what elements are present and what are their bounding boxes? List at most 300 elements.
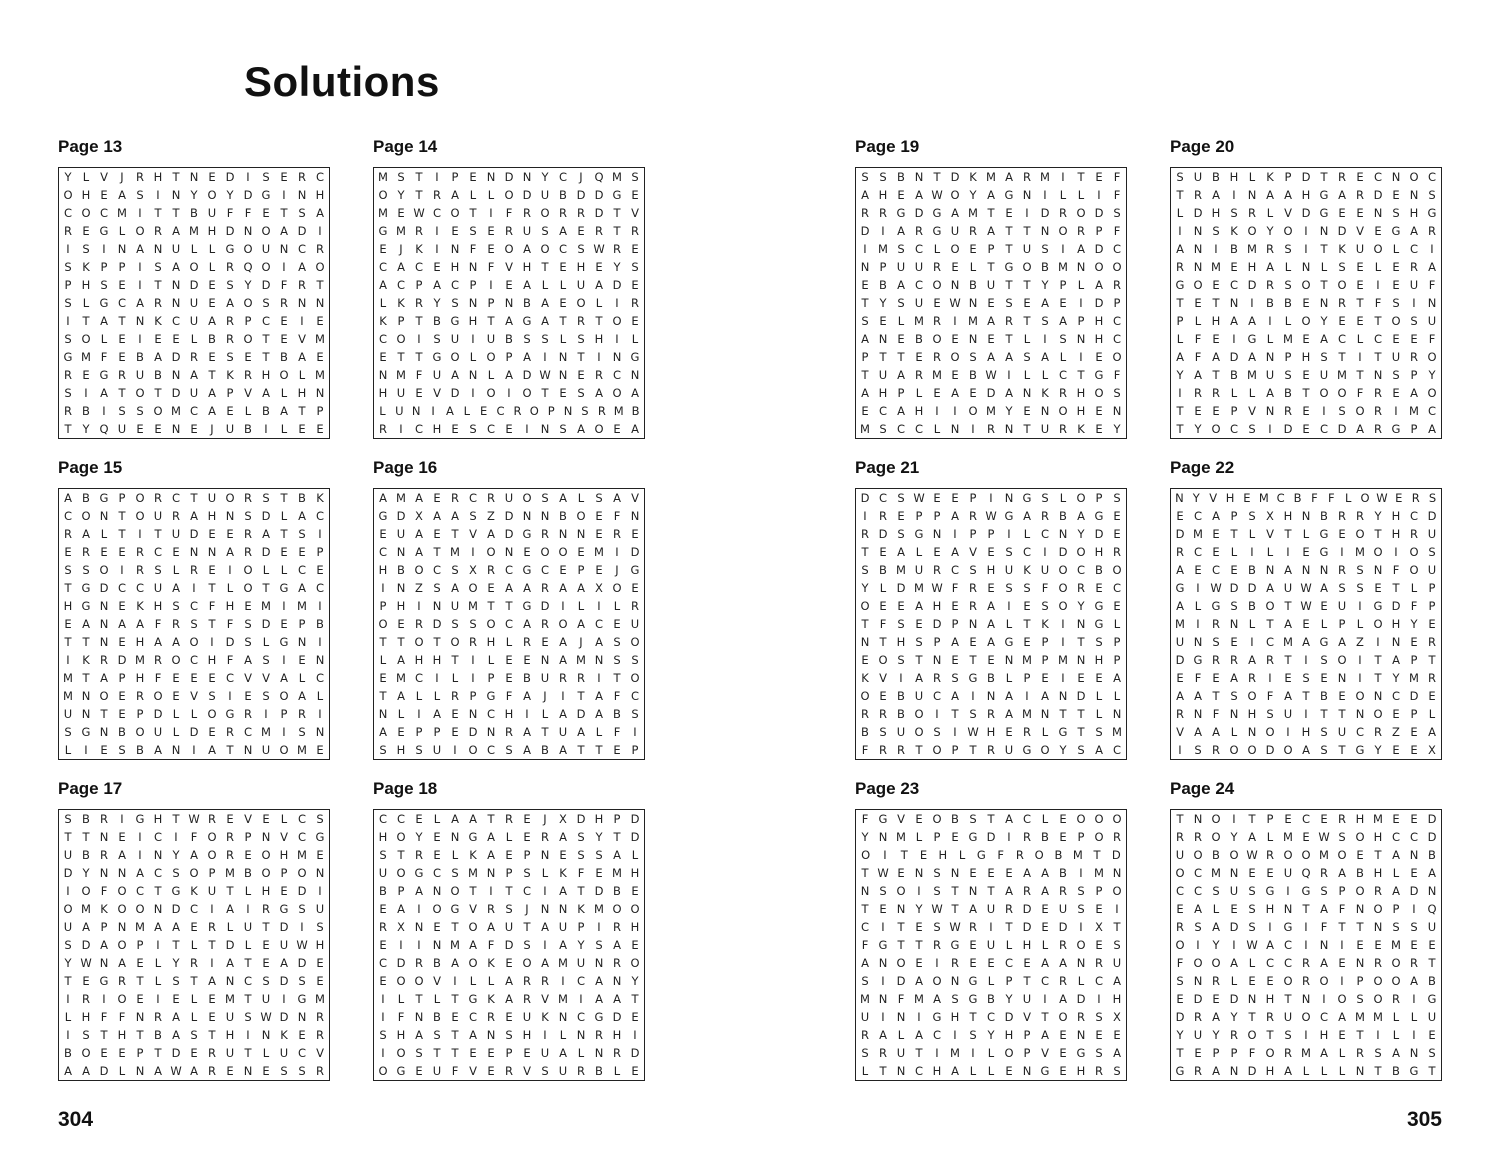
grid-letter: O xyxy=(1040,743,1050,757)
grid-letter: C xyxy=(297,563,307,577)
grid-letter: T xyxy=(1338,350,1346,364)
grid-letter: I xyxy=(971,689,975,703)
grid-letter: O xyxy=(630,671,640,685)
grid-letter: S xyxy=(82,242,90,256)
grid-letter: F xyxy=(1428,332,1436,346)
grid-letter: N xyxy=(932,527,942,541)
grid-letter: P xyxy=(933,830,941,844)
grid-letter: P xyxy=(1113,653,1121,667)
grid-letter: E xyxy=(559,386,567,400)
grid-letter: U xyxy=(63,920,73,934)
grid-letter: A xyxy=(298,689,306,703)
grid-letter: R xyxy=(226,725,234,739)
grid-letter: M xyxy=(315,368,325,382)
grid-letter: N xyxy=(630,509,640,523)
grid-letter: K xyxy=(1041,386,1049,400)
grid-letter: H xyxy=(450,260,460,274)
grid-letter: R xyxy=(1059,422,1067,436)
grid-letter: I xyxy=(1214,242,1218,256)
grid-letter: N xyxy=(594,1046,604,1060)
grid-letter: P xyxy=(226,386,234,400)
grid-letter: T xyxy=(136,974,144,988)
grid-letter: B xyxy=(298,491,306,505)
grid-letter: E xyxy=(897,866,905,880)
grid-letter: V xyxy=(1209,491,1218,505)
grid-letter: O xyxy=(396,830,406,844)
grid-letter: R xyxy=(1266,848,1274,862)
grid-letter: I xyxy=(953,725,957,739)
grid-letter: P xyxy=(1041,653,1049,667)
grid-letter: C xyxy=(63,206,73,220)
grid-letter: U xyxy=(1283,707,1293,721)
grid-letter: N xyxy=(486,1028,496,1042)
grid-letter: O xyxy=(207,848,217,862)
grid-letter: U xyxy=(1193,1028,1203,1042)
grid-letter: U xyxy=(576,278,586,292)
grid-letter: K xyxy=(82,653,90,667)
grid-letter: P xyxy=(1005,974,1013,988)
grid-letter: D xyxy=(1022,920,1032,934)
grid-letter: O xyxy=(486,545,496,559)
grid-letter: P xyxy=(487,296,495,310)
grid-letter: C xyxy=(1094,974,1104,988)
grid-letter: I xyxy=(120,563,124,577)
grid-letter: P xyxy=(487,671,495,685)
grid-letter: C xyxy=(1112,314,1122,328)
grid-letter: A xyxy=(298,509,306,523)
grid-letter: H xyxy=(1076,404,1086,418)
grid-letter: D xyxy=(932,617,942,631)
grid-letter: G xyxy=(1175,278,1185,292)
grid-letter: B xyxy=(433,314,441,328)
grid-letter: I xyxy=(597,920,601,934)
grid-letter: E xyxy=(1410,812,1418,826)
grid-letter: E xyxy=(505,671,513,685)
grid-letter: K xyxy=(861,671,869,685)
grid-letter: N xyxy=(1193,260,1203,274)
grid-letter: O xyxy=(1337,848,1347,862)
grid-letter: N xyxy=(1112,866,1122,880)
grid-letter: O xyxy=(932,743,942,757)
grid-letter: N xyxy=(117,866,127,880)
grid-letter: R xyxy=(1248,206,1256,220)
grid-letter: S xyxy=(1284,278,1292,292)
grid-letter: U xyxy=(630,617,640,631)
grid-letter: V xyxy=(631,206,639,220)
grid-letter: Y xyxy=(1266,224,1274,238)
grid-letter: R xyxy=(1023,170,1031,184)
grid-letter: C xyxy=(1337,332,1347,346)
grid-letter: H xyxy=(878,188,888,202)
grid-letter: T xyxy=(559,314,567,328)
grid-letter: T xyxy=(861,296,869,310)
grid-letter: S xyxy=(379,1028,387,1042)
grid-letter: H xyxy=(576,260,586,274)
grid-letter: I xyxy=(453,974,457,988)
grid-letter: A xyxy=(451,509,459,523)
grid-letter: S xyxy=(523,866,531,880)
grid-letter: S xyxy=(631,170,639,184)
grid-letter: L xyxy=(280,509,288,523)
grid-letter: T xyxy=(244,1046,252,1060)
grid-letter: A xyxy=(1077,509,1085,523)
grid-letter: T xyxy=(280,527,288,541)
grid-letter: O xyxy=(468,956,478,970)
grid-letter: H xyxy=(1076,386,1086,400)
grid-letter: S xyxy=(298,1064,306,1078)
grid-letter: G xyxy=(99,491,109,505)
grid-letter: R xyxy=(541,830,549,844)
grid-letter: A xyxy=(433,707,441,721)
grid-letter: M xyxy=(1301,1046,1311,1060)
grid-letter: R xyxy=(1356,188,1364,202)
grid-letter: W xyxy=(985,509,997,523)
grid-letter: F xyxy=(415,368,423,382)
grid-letter: I xyxy=(489,278,493,292)
grid-letter: E xyxy=(897,509,905,523)
grid-letter: G xyxy=(279,635,289,649)
grid-letter: P xyxy=(1077,830,1085,844)
grid-letter: F xyxy=(487,938,495,952)
grid-letter: S xyxy=(861,974,869,988)
grid-letter: C xyxy=(1283,938,1293,952)
grid-letter: E xyxy=(1392,707,1400,721)
grid-letter: T xyxy=(82,830,90,844)
grid-letter: O xyxy=(540,242,550,256)
grid-letter: A xyxy=(1356,422,1364,436)
grid-letter: R xyxy=(154,1010,162,1024)
grid-letter: E xyxy=(208,725,216,739)
grid-letter: E xyxy=(451,1010,459,1024)
grid-letter: O xyxy=(1076,938,1086,952)
grid-letter: N xyxy=(968,617,978,631)
grid-letter: E xyxy=(1374,938,1382,952)
grid-letter: A xyxy=(1266,938,1274,952)
grid-letter: A xyxy=(1392,848,1400,862)
grid-letter: C xyxy=(540,563,550,577)
grid-letter: E xyxy=(915,617,923,631)
grid-letter: F xyxy=(1194,350,1202,364)
letter-grid xyxy=(58,809,330,1081)
grid-letter: N xyxy=(297,1010,307,1024)
grid-letter: N xyxy=(81,689,91,703)
grid-letter: R xyxy=(613,956,621,970)
grid-letter: N xyxy=(612,350,622,364)
grid-letter: Y xyxy=(987,1028,995,1042)
grid-letter: A xyxy=(64,1064,72,1078)
grid-letter: J xyxy=(399,242,403,256)
grid-letter: U xyxy=(914,260,924,274)
grid-letter: P xyxy=(1284,170,1292,184)
grid-letter: F xyxy=(487,260,495,274)
grid-letter: R xyxy=(915,224,923,238)
grid-letter: G xyxy=(1247,332,1257,346)
grid-letter: O xyxy=(896,884,906,898)
grid-letter: E xyxy=(631,242,639,256)
grid-letter: T xyxy=(154,206,162,220)
grid-letter: U xyxy=(1229,884,1239,898)
grid-letter: E xyxy=(1005,206,1013,220)
grid-letter: F xyxy=(1392,563,1400,577)
grid-letter: E xyxy=(1212,527,1220,541)
grid-letter: Y xyxy=(861,581,869,595)
grid-letter: A xyxy=(951,509,959,523)
grid-letter: O xyxy=(1355,830,1365,844)
grid-letter: I xyxy=(318,635,322,649)
grid-letter: M xyxy=(613,404,624,418)
grid-letter: E xyxy=(969,866,977,880)
grid-letter: C xyxy=(432,866,442,880)
grid-letter: T xyxy=(915,1046,923,1060)
grid-letter: L xyxy=(861,1064,869,1078)
grid-letter: O xyxy=(486,350,496,364)
grid-letter: B xyxy=(1428,974,1436,988)
grid-letter: T xyxy=(415,170,423,184)
grid-letter: T xyxy=(262,350,270,364)
grid-letter: P xyxy=(379,599,387,613)
grid-letter: N xyxy=(315,653,325,667)
grid-letter: A xyxy=(1194,368,1202,382)
grid-letter: Y xyxy=(415,830,423,844)
grid-letter: B xyxy=(897,689,905,703)
grid-letter: Y xyxy=(190,188,198,202)
grid-letter: A xyxy=(82,617,90,631)
grid-letter: A xyxy=(397,260,405,274)
grid-letter: T xyxy=(1023,314,1031,328)
grid-letter: D xyxy=(1094,296,1104,310)
grid-letter: I xyxy=(597,599,601,613)
grid-letter: L xyxy=(915,545,923,559)
grid-letter: G xyxy=(99,296,109,310)
grid-letter: A xyxy=(415,527,423,541)
grid-letter: R xyxy=(208,920,216,934)
grid-letter: U xyxy=(396,386,406,400)
grid-letter: H xyxy=(986,725,996,739)
grid-letter: G xyxy=(522,599,532,613)
grid-letter: N xyxy=(504,296,514,310)
grid-letter: E xyxy=(172,992,180,1006)
grid-letter: I xyxy=(1043,545,1047,559)
grid-letter: L xyxy=(1005,617,1013,631)
grid-letter: F xyxy=(1194,332,1202,346)
grid-letter: V xyxy=(433,974,441,988)
grid-letter: F xyxy=(897,992,905,1006)
grid-letter: A xyxy=(136,296,144,310)
grid-letter: R xyxy=(969,509,977,523)
grid-letter: A xyxy=(1212,509,1220,523)
grid-letter: A xyxy=(987,314,995,328)
grid-letter: H xyxy=(153,170,163,184)
grid-letter: E xyxy=(861,278,869,292)
grid-letter: F xyxy=(1176,956,1184,970)
grid-letter: F xyxy=(1248,1046,1256,1060)
grid-letter: T xyxy=(1248,812,1256,826)
grid-letter: L xyxy=(613,1064,621,1078)
grid-letter: H xyxy=(986,563,996,577)
grid-letter: U xyxy=(558,725,568,739)
grid-letter: N xyxy=(563,404,573,418)
grid-letter: O xyxy=(243,332,253,346)
grid-letter: W xyxy=(931,902,943,916)
grid-letter: O xyxy=(1247,689,1257,703)
grid-letter: L xyxy=(280,812,288,826)
grid-letter: B xyxy=(280,350,288,364)
grid-letter: U xyxy=(914,296,924,310)
grid-letter: E xyxy=(523,812,531,826)
grid-letter: A xyxy=(1338,188,1346,202)
grid-letter: E xyxy=(559,848,567,862)
grid-letter: M xyxy=(1058,260,1068,274)
grid-letter: H xyxy=(378,830,388,844)
grid-letter: R xyxy=(1095,1064,1103,1078)
grid-letter: F xyxy=(190,830,198,844)
grid-letter: I xyxy=(935,707,939,721)
grid-letter: E xyxy=(433,260,441,274)
grid-letter: S xyxy=(118,404,126,418)
grid-letter: B xyxy=(861,725,869,739)
grid-letter: G xyxy=(896,206,906,220)
grid-letter: D xyxy=(1175,653,1185,667)
grid-letter: C xyxy=(1193,545,1203,559)
grid-letter: E xyxy=(1392,386,1400,400)
grid-letter: A xyxy=(541,314,549,328)
grid-letter: I xyxy=(935,404,939,418)
grid-letter: I xyxy=(1250,635,1254,649)
grid-letter: E xyxy=(1023,635,1031,649)
grid-letter: G xyxy=(99,368,109,382)
grid-letter: I xyxy=(264,707,268,721)
grid-letter: T xyxy=(1005,920,1013,934)
grid-letter: R xyxy=(1302,956,1310,970)
grid-letter: N xyxy=(1247,188,1257,202)
grid-letter: H xyxy=(315,938,325,952)
grid-letter: D xyxy=(189,527,199,541)
grid-letter: Y xyxy=(82,422,90,436)
grid-letter: L xyxy=(541,278,549,292)
grid-letter: H xyxy=(630,866,640,880)
grid-letter: W xyxy=(188,812,200,826)
grid-letter: I xyxy=(525,707,529,721)
grid-letter: O xyxy=(396,866,406,880)
grid-letter: A xyxy=(1041,866,1049,880)
grid-letter: R xyxy=(226,848,234,862)
grid-letter: S xyxy=(226,278,234,292)
grid-letter: P xyxy=(577,563,585,577)
grid-letter: L xyxy=(487,188,495,202)
grid-letter: A xyxy=(1248,314,1256,328)
grid-letter: L xyxy=(1266,206,1274,220)
grid-letter: M xyxy=(896,563,906,577)
grid-letter: P xyxy=(451,170,459,184)
grid-letter: U xyxy=(1337,725,1347,739)
grid-letter: S xyxy=(262,491,270,505)
grid-letter: B xyxy=(379,884,387,898)
grid-letter: B xyxy=(1230,368,1238,382)
grid-letter: E xyxy=(1059,812,1067,826)
grid-letter: T xyxy=(897,920,905,934)
grid-letter: T xyxy=(262,332,270,346)
grid-letter: N xyxy=(1076,1028,1086,1042)
grid-letter: H xyxy=(63,599,73,613)
grid-letter: I xyxy=(138,848,142,862)
grid-letter: N xyxy=(468,260,478,274)
grid-letter: R xyxy=(1392,992,1400,1006)
grid-letter: U xyxy=(261,242,271,256)
grid-letter: T xyxy=(208,368,216,382)
grid-letter: I xyxy=(102,404,106,418)
grid-letter: E xyxy=(172,332,180,346)
grid-letter: D xyxy=(1391,599,1401,613)
grid-letter: I xyxy=(883,848,887,862)
grid-letter: B xyxy=(1212,170,1220,184)
grid-letter: L xyxy=(1059,188,1067,202)
grid-letter: F xyxy=(1338,902,1346,916)
grid-letter: S xyxy=(1194,743,1202,757)
grid-letter: R xyxy=(1338,509,1346,523)
grid-letter: L xyxy=(1041,812,1049,826)
grid-letter: T xyxy=(1023,224,1031,238)
grid-letter: C xyxy=(378,956,388,970)
grid-letter: A xyxy=(1194,902,1202,916)
grid-letter: C xyxy=(1355,725,1365,739)
grid-letter: I xyxy=(1268,422,1272,436)
grid-letter: O xyxy=(878,653,888,667)
grid-letter: L xyxy=(1248,527,1256,541)
grid-letter: E xyxy=(631,278,639,292)
grid-letter: N xyxy=(315,386,325,400)
page-number-left: 304 xyxy=(58,1108,94,1131)
grid-letter: U xyxy=(986,902,996,916)
grid-letter: E xyxy=(1428,1028,1436,1042)
grid-letter: Y xyxy=(1392,671,1400,685)
grid-letter: Y xyxy=(969,188,977,202)
grid-letter: S xyxy=(154,260,162,274)
grid-letter: A xyxy=(208,314,216,328)
grid-letter: R xyxy=(190,563,198,577)
grid-letter: D xyxy=(1058,920,1068,934)
grid-letter: R xyxy=(1284,1046,1292,1060)
grid-letter: I xyxy=(417,938,421,952)
grid-letter: R xyxy=(505,224,513,238)
grid-letter: S xyxy=(469,422,477,436)
grid-letter: S xyxy=(172,974,180,988)
grid-letter: O xyxy=(81,332,91,346)
grid-letter: E xyxy=(451,224,459,238)
grid-letter: T xyxy=(64,635,72,649)
grid-letter: G xyxy=(1004,260,1014,274)
grid-letter: H xyxy=(81,1010,91,1024)
grid-letter: I xyxy=(1232,938,1236,952)
grid-letter: S xyxy=(1392,920,1400,934)
grid-letter: H xyxy=(950,1010,960,1024)
grid-letter: I xyxy=(156,992,160,1006)
grid-letter: H xyxy=(594,812,604,826)
grid-letter: O xyxy=(1337,653,1347,667)
grid-letter: T xyxy=(1176,812,1184,826)
grid-letter: E xyxy=(987,545,995,559)
grid-letter: E xyxy=(879,545,887,559)
grid-letter: O xyxy=(1229,743,1239,757)
grid-letter: M xyxy=(189,224,199,238)
grid-letter: M xyxy=(63,689,73,703)
grid-letter: E xyxy=(1248,866,1256,880)
grid-letter: C xyxy=(1283,956,1293,970)
grid-letter: S xyxy=(577,242,585,256)
grid-letter: A xyxy=(1428,725,1436,739)
grid-letter: E xyxy=(118,278,126,292)
grid-letter: I xyxy=(881,1010,885,1024)
grid-letter: S xyxy=(1338,260,1346,274)
